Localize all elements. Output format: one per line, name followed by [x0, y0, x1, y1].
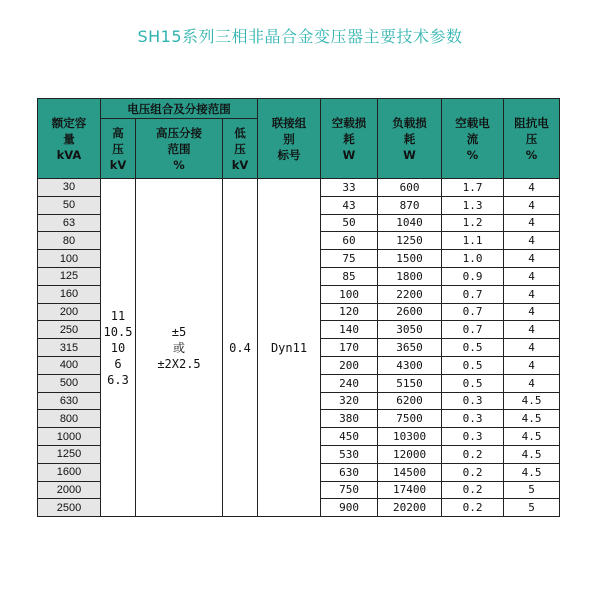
spec-table [37, 98, 560, 517]
capacity-cell: 80 [38, 232, 101, 250]
noload-current-cell: 0.2 [442, 481, 504, 499]
capacity-cell: 125 [38, 267, 101, 285]
load-loss-cell: 12000 [378, 445, 442, 463]
noload-current-cell: 0.5 [442, 374, 504, 392]
noload-loss-cell: 33 [321, 179, 378, 197]
capacity-cell: 2000 [38, 481, 101, 499]
noload-current-cell: 1.1 [442, 232, 504, 250]
noload-loss-cell: 200 [321, 356, 378, 374]
noload-loss-cell: 85 [321, 267, 378, 285]
noload-loss-cell: 750 [321, 481, 378, 499]
noload-current-cell: 1.7 [442, 179, 504, 197]
noload-current-cell: 0.9 [442, 267, 504, 285]
header-capacity: 额定容 量 kVA [38, 99, 101, 179]
capacity-cell: 1600 [38, 463, 101, 481]
load-loss-cell: 1800 [378, 267, 442, 285]
impedance-cell: 4 [504, 339, 560, 357]
header-noload-current: 空载电 流 % [442, 99, 504, 179]
load-loss-cell: 5150 [378, 374, 442, 392]
header-impedance: 阻抗电 压 % [504, 99, 560, 179]
header-lv: 低 压 kV [223, 119, 258, 179]
noload-loss-cell: 240 [321, 374, 378, 392]
capacity-cell: 400 [38, 356, 101, 374]
capacity-cell: 800 [38, 410, 101, 428]
noload-loss-cell: 630 [321, 463, 378, 481]
capacity-cell: 63 [38, 214, 101, 232]
impedance-cell: 4 [504, 214, 560, 232]
tap-cell-line: ±5 [171, 324, 187, 339]
capacity-cell: 630 [38, 392, 101, 410]
impedance-cell: 5 [504, 499, 560, 517]
noload-current-cell: 1.0 [442, 250, 504, 268]
load-loss-cell: 1500 [378, 250, 442, 268]
header-noload-loss: 空载损 耗 W [321, 99, 378, 179]
load-loss-cell: 4300 [378, 356, 442, 374]
impedance-cell: 4 [504, 267, 560, 285]
impedance-cell: 5 [504, 481, 560, 499]
load-loss-cell: 870 [378, 196, 442, 214]
noload-current-cell: 0.3 [442, 410, 504, 428]
header-voltage-group: 电压组合及分接范围 [101, 99, 258, 119]
noload-loss-cell: 900 [321, 499, 378, 517]
noload-loss-cell: 50 [321, 214, 378, 232]
impedance-cell: 4 [504, 232, 560, 250]
noload-loss-cell: 100 [321, 285, 378, 303]
capacity-cell: 1250 [38, 445, 101, 463]
hv-cell [101, 179, 136, 517]
hv-cell-line: 10.5 [103, 324, 133, 339]
noload-loss-cell: 530 [321, 445, 378, 463]
impedance-cell: 4 [504, 179, 560, 197]
noload-loss-cell: 450 [321, 428, 378, 446]
load-loss-cell: 17400 [378, 481, 442, 499]
impedance-cell: 4 [504, 356, 560, 374]
noload-loss-cell: 75 [321, 250, 378, 268]
load-loss-cell: 20200 [378, 499, 442, 517]
capacity-cell: 500 [38, 374, 101, 392]
capacity-cell: 50 [38, 196, 101, 214]
load-loss-cell: 7500 [378, 410, 442, 428]
noload-loss-cell: 380 [321, 410, 378, 428]
vector-cell: Dyn11 [258, 179, 321, 517]
tap-cell-line: ±2X2.5 [157, 356, 201, 371]
load-loss-cell: 2600 [378, 303, 442, 321]
capacity-cell: 200 [38, 303, 101, 321]
header-vector: 联接组 别 标号 [258, 99, 321, 179]
capacity-cell: 30 [38, 179, 101, 197]
noload-current-cell: 0.2 [442, 499, 504, 517]
load-loss-cell: 3050 [378, 321, 442, 339]
page-title: SH15系列三相非晶合金变压器主要技术参数 [137, 27, 463, 46]
tap-cell [136, 179, 223, 517]
noload-current-cell: 0.7 [442, 321, 504, 339]
impedance-cell: 4 [504, 321, 560, 339]
load-loss-cell: 3650 [378, 339, 442, 357]
capacity-cell: 2500 [38, 499, 101, 517]
impedance-cell: 4 [504, 250, 560, 268]
impedance-cell: 4 [504, 303, 560, 321]
noload-loss-cell: 170 [321, 339, 378, 357]
load-loss-cell: 10300 [378, 428, 442, 446]
table-body [38, 179, 560, 517]
table-row [38, 179, 560, 197]
load-loss-cell: 6200 [378, 392, 442, 410]
noload-loss-cell: 60 [321, 232, 378, 250]
hv-cell-line: 10 [110, 340, 126, 355]
noload-current-cell: 0.5 [442, 339, 504, 357]
impedance-cell: 4 [504, 196, 560, 214]
load-loss-cell: 14500 [378, 463, 442, 481]
hv-cell-line: 6 [114, 356, 122, 371]
capacity-cell: 100 [38, 250, 101, 268]
capacity-cell: 160 [38, 285, 101, 303]
impedance-cell: 4.5 [504, 445, 560, 463]
impedance-cell: 4.5 [504, 392, 560, 410]
noload-current-cell: 0.3 [442, 428, 504, 446]
impedance-cell: 4 [504, 374, 560, 392]
noload-current-cell: 0.5 [442, 356, 504, 374]
hv-cell-line: 11 [110, 308, 126, 323]
noload-loss-cell: 43 [321, 196, 378, 214]
impedance-cell: 4.5 [504, 428, 560, 446]
noload-loss-cell: 120 [321, 303, 378, 321]
noload-current-cell: 0.7 [442, 285, 504, 303]
impedance-cell: 4 [504, 285, 560, 303]
impedance-cell: 4.5 [504, 463, 560, 481]
load-loss-cell: 1040 [378, 214, 442, 232]
header-row [38, 99, 560, 119]
noload-current-cell: 0.2 [442, 463, 504, 481]
noload-loss-cell: 320 [321, 392, 378, 410]
load-loss-cell: 600 [378, 179, 442, 197]
load-loss-cell: 2200 [378, 285, 442, 303]
capacity-cell: 1000 [38, 428, 101, 446]
header-tap: 高压分接 范围 % [136, 119, 223, 179]
header-hv: 高 压 kV [101, 119, 136, 179]
noload-current-cell: 0.3 [442, 392, 504, 410]
noload-current-cell: 1.3 [442, 196, 504, 214]
capacity-cell: 250 [38, 321, 101, 339]
capacity-cell: 315 [38, 339, 101, 357]
header-load-loss: 负载损 耗 W [378, 99, 442, 179]
noload-current-cell: 0.7 [442, 303, 504, 321]
noload-current-cell: 1.2 [442, 214, 504, 232]
lv-cell: 0.4 [223, 179, 258, 517]
noload-current-cell: 0.2 [442, 445, 504, 463]
load-loss-cell: 1250 [378, 232, 442, 250]
hv-cell-line: 6.3 [107, 372, 129, 387]
impedance-cell: 4.5 [504, 410, 560, 428]
noload-loss-cell: 140 [321, 321, 378, 339]
tap-cell-line: 或 [172, 340, 185, 355]
